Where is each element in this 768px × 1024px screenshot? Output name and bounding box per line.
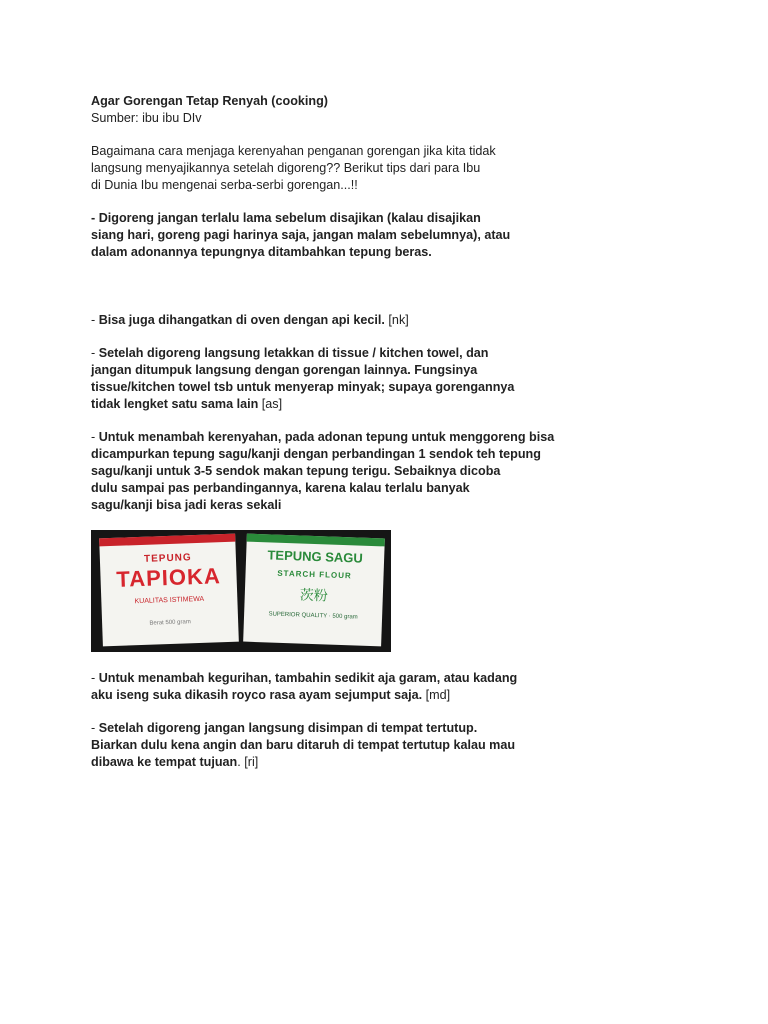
- tip-line: - Digoreng jangan terlalu lama sebelum disajikan (kalau disajikan: [91, 211, 481, 225]
- tip-line: dalam adonannya tepungnya ditambahkan tepung beras.: [91, 245, 432, 259]
- intro-line: Bagaimana cara menjaga kerenyahan penganan gorengan jika kita tidak: [91, 144, 496, 158]
- tip-line: [91, 345, 691, 362]
- tip-text: Untuk menambah kerenyahan, pada adonan tepung untuk menggoreng bisa: [98, 430, 555, 444]
- tip-4: [91, 429, 691, 514]
- bag-brand: STARCH FLOUR: [277, 568, 352, 581]
- sago-bag: [243, 534, 385, 647]
- tip-line: [91, 396, 691, 413]
- author-tag: [md]: [422, 688, 451, 702]
- tip-5: [91, 670, 691, 704]
- tip-line: sagu/kanji untuk 3-5 sendok makan tepung terigu. Sebaiknya dicoba: [91, 464, 501, 478]
- bullet-dash: -: [91, 346, 99, 360]
- intro-line: di Dunia Ibu mengenai serba-serbi gorengan...!!: [91, 178, 358, 192]
- tip-1: [91, 210, 691, 261]
- tapioca-bag: [99, 534, 239, 647]
- bag-label: TEPUNG: [143, 552, 192, 565]
- intro-line: langsung menyajikannya setelah digoreng?? Berikut tips dari para Ibu: [91, 161, 481, 175]
- punctuation: .: [237, 755, 241, 769]
- tip-text: Setelah digoreng jangan langsung disimpan di tempat tertutup.: [98, 721, 478, 735]
- author-tag: [nk]: [384, 313, 409, 327]
- tip-line: [91, 687, 691, 704]
- tip-line: [91, 670, 691, 687]
- bullet-dash: -: [91, 313, 99, 327]
- bullet-dash: -: [91, 430, 99, 444]
- tip-text: Setelah digoreng langsung letakkan di tissue / kitchen towel, dan: [98, 346, 489, 360]
- document-body: [91, 93, 691, 771]
- tip-line: jangan ditumpuk langsung dengan gorengan lainnya. Fungsinya: [91, 363, 478, 377]
- tip-3: [91, 345, 691, 413]
- tip-line: tissue/kitchen towel tsb untuk menyerap minyak; supaya gorengannya: [91, 380, 515, 394]
- bullet-dash: -: [91, 721, 99, 735]
- tip-text: Untuk menambah kegurihan, tambahin sedikit aja garam, atau kadang: [98, 671, 518, 685]
- tip-line: siang hari, goreng pagi harinya saja, jangan malam sebelumnya), atau: [91, 228, 511, 242]
- article-title: Agar Gorengan Tetap Renyah (cooking): [91, 94, 328, 108]
- tip-line: [91, 720, 691, 737]
- article-source: Sumber: ibu ibu DIv: [91, 111, 202, 125]
- bag-weight: Berat 500 gram: [149, 619, 191, 627]
- tip-text: Bisa juga dihangatkan di oven dengan api kecil.: [98, 313, 385, 327]
- tip-line: dicampurkan tepung sagu/kanji dengan perbandingan 1 sendok teh tepung: [91, 447, 541, 461]
- tip-6: [91, 720, 691, 771]
- flour-bags-photo: [91, 530, 391, 652]
- intro-paragraph: [91, 143, 691, 194]
- tip-text: aku iseng suka dikasih royco rasa ayam sejumput saja.: [91, 688, 423, 702]
- author-tag: [as]: [258, 397, 283, 411]
- bag-weight: SUPERIOR QUALITY · 500 gram: [268, 611, 358, 621]
- bag-brand: TAPIOKA: [115, 563, 222, 592]
- tip-2: [91, 312, 691, 329]
- tip-text: dibawa ke tempat tujuan: [91, 755, 238, 769]
- tip-line: [91, 754, 691, 771]
- tip-line: sagu/kanji bisa jadi keras sekali: [91, 498, 282, 512]
- tip-line: Biarkan dulu kena angin dan baru ditaruh di tempat tertutup kalau mau: [91, 738, 516, 752]
- tip-text: tidak lengket satu sama lain: [91, 397, 259, 411]
- tip-line: dulu sampai pas perbandingannya, karena kalau terlalu banyak: [91, 481, 470, 495]
- bag-label: TEPUNG SAGU: [267, 547, 364, 566]
- bag-chinese-text: 茨粉: [299, 586, 329, 604]
- bullet-dash: -: [91, 671, 99, 685]
- bag-quality: KUALITAS ISTIMEWA: [134, 595, 205, 606]
- author-tag: [ri]: [240, 755, 259, 769]
- tip-line: [91, 429, 691, 446]
